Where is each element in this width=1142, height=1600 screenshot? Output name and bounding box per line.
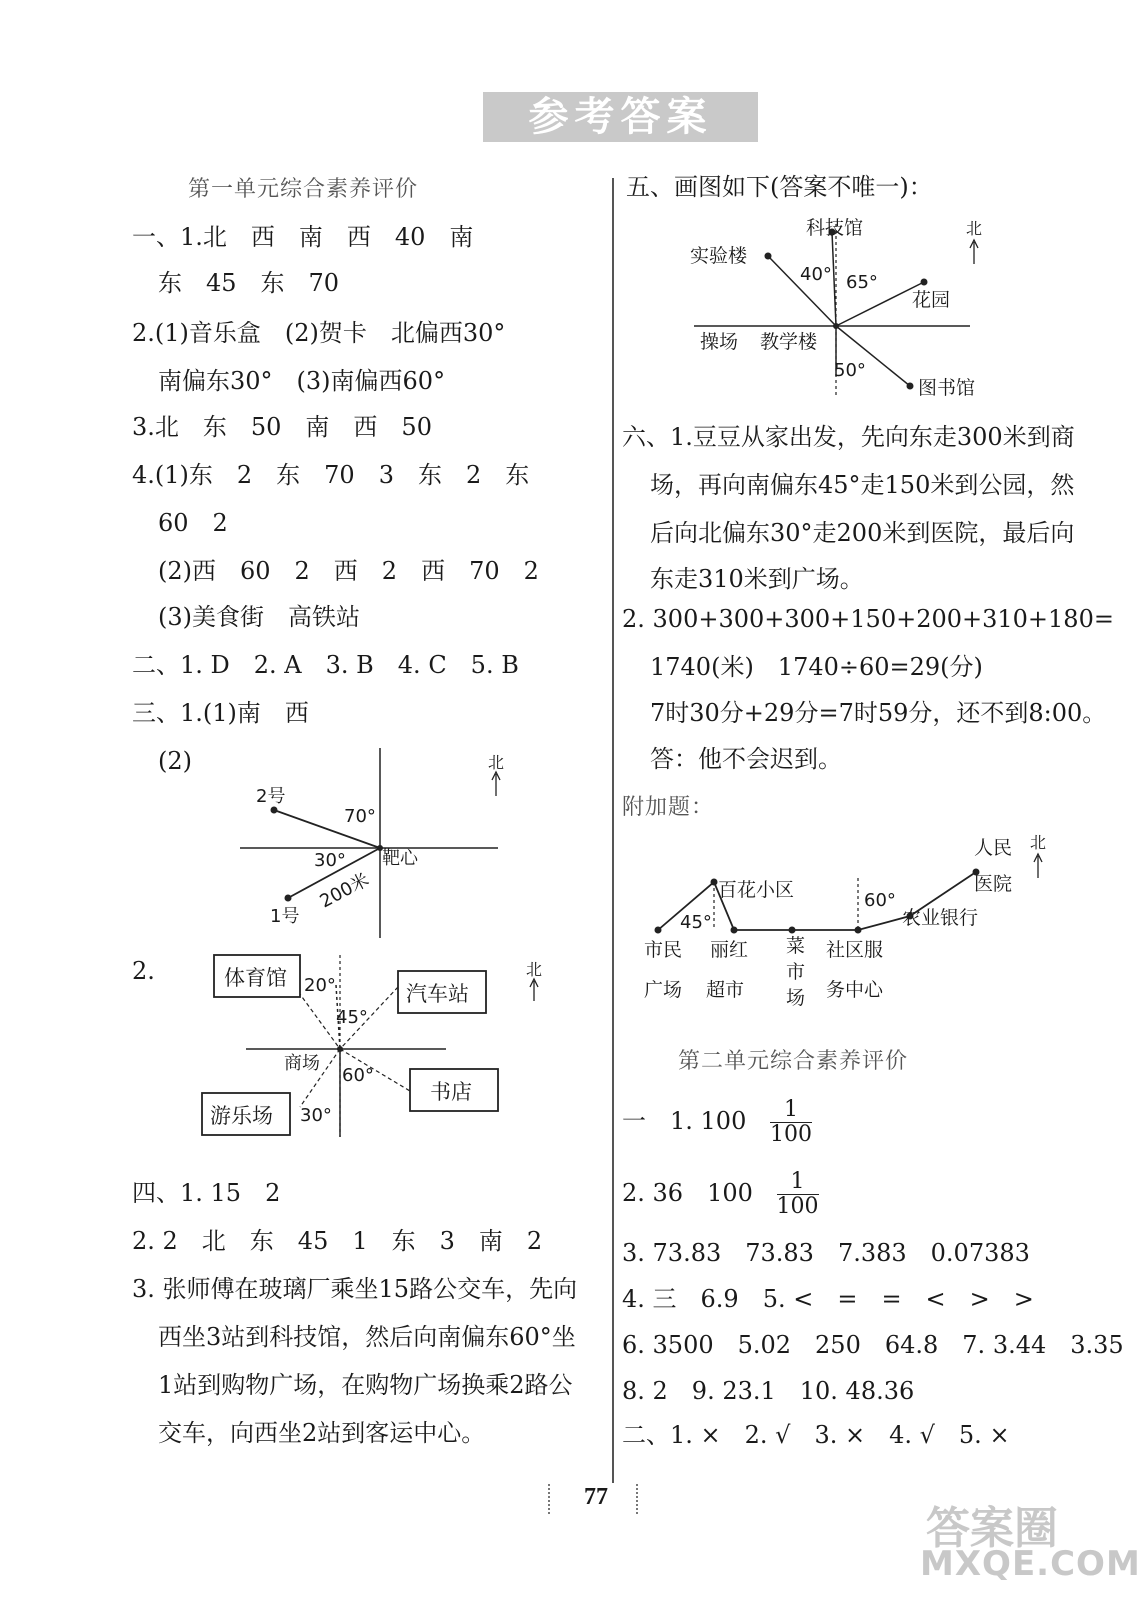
angle-45: 45°: [680, 912, 712, 933]
label-1hao: 1号: [270, 906, 300, 927]
page-number: 77: [584, 1484, 608, 1510]
label-kejiguan: 科技馆: [806, 217, 864, 239]
column-divider: [612, 178, 614, 1483]
label-huayuan: 花园: [912, 289, 951, 311]
label-shiyanlou: 实验楼: [690, 245, 748, 267]
answer-line: 一、1.北 西 南 西 40 南: [132, 223, 474, 251]
angle-60: 60°: [864, 890, 896, 911]
fraction-denominator: 100: [769, 1122, 812, 1147]
target-diagram: [230, 740, 520, 940]
answer-line: 后向北偏东30°走200米到医院，最后向: [650, 519, 1075, 547]
unit2-heading: 第二单元综合素养评价: [678, 1049, 909, 1074]
answer-line: 场，再向南偏东45°走150米到公园，然: [650, 471, 1075, 499]
label-park: 游乐场: [210, 1104, 273, 1128]
answer-line: 四、1. 15 2: [132, 1179, 281, 1207]
answer-line: 西坐3站到科技馆，然后向南偏东60°坐: [158, 1323, 576, 1351]
answer-line: 3. 73.83 73.83 7.383 0.07383: [622, 1239, 1030, 1267]
label-target: 靶心: [382, 848, 418, 869]
angle-70: 70°: [344, 806, 376, 827]
answer-line: 东 45 东 70: [158, 269, 340, 297]
label-guangchang: 广场: [644, 979, 683, 1001]
label-cai: 菜: [786, 935, 806, 957]
answer-line: 7时30分+29分=7时59分，还不到8:00。: [650, 699, 1107, 727]
label-gym: 体育馆: [224, 966, 287, 990]
label-chaoshi: 超市: [706, 979, 745, 1001]
answer-line: 3.北 东 50 南 西 50: [132, 413, 432, 441]
fraction-denominator: 100: [776, 1194, 819, 1219]
answer-text: 2. 36 100: [622, 1179, 753, 1207]
label-yiyuan: 医院: [974, 873, 1013, 895]
north-label: 北: [488, 753, 505, 772]
answer-line: 4.(1)东 2 东 70 3 东 2 东: [132, 461, 530, 489]
label-caochang: 操场: [700, 331, 739, 353]
answer-line: 交车，向西坐2站到客运中心。: [158, 1419, 486, 1447]
answer-line: 4. 三 6.9 5. < = = < > >: [622, 1285, 1034, 1313]
watermark-url: MXQE.COM: [920, 1544, 1141, 1584]
answer-line: 8. 2 9. 23.1 10. 48.36: [622, 1377, 915, 1405]
page-number-ornament: [548, 1484, 560, 1514]
label-mall: 商场: [284, 1053, 320, 1074]
label-shequ2: 务中心: [826, 979, 884, 1001]
answer-line: 1站到购物广场，在购物广场换乘2路公: [158, 1371, 573, 1399]
angle-60: 60°: [342, 1065, 374, 1086]
answer-line: 2.: [132, 957, 155, 985]
angle-65: 65°: [846, 272, 878, 293]
page-title: 参考答案: [483, 92, 758, 142]
label-shequ1: 社区服: [826, 939, 884, 961]
north-label: 北: [1030, 833, 1047, 852]
angle-45: 45°: [336, 1007, 368, 1028]
answer-line: 南偏东30° (3)南偏西60°: [158, 367, 446, 395]
answer-line: 三、1.(1)南 西: [132, 699, 309, 727]
label-bus-station: 汽车站: [406, 982, 469, 1006]
angle-30: 30°: [314, 850, 346, 871]
answer-line: 东走310米到广场。: [650, 565, 864, 593]
watermark-logo: 答案圈: [926, 1503, 1058, 1554]
answer-line: 二、1. × 2. √ 3. × 4. √ 5. ×: [622, 1421, 1010, 1449]
answer-line: 答：他不会迟到。: [650, 745, 842, 773]
answer-line: 3. 张师傅在玻璃厂乘坐15路公交车，先向: [132, 1275, 578, 1303]
angle-20: 20°: [304, 975, 336, 996]
fraction-numerator: 1: [777, 1170, 819, 1195]
mall-diagram: [200, 945, 560, 1145]
label-shimin: 市民: [644, 939, 683, 961]
answer-line: 1740(米) 1740÷60=29(分): [650, 653, 983, 681]
extra-heading: 附加题：: [622, 795, 715, 820]
fraction: [770, 1098, 812, 1147]
label-baihua: 百花小区: [718, 879, 795, 901]
north-label: 北: [526, 960, 543, 979]
unit1-heading: 第一单元综合素养评价: [188, 177, 419, 202]
fraction: [777, 1170, 819, 1219]
answer-line: [622, 1098, 812, 1147]
school-diagram: [690, 210, 990, 410]
answer-line: 2.(1)音乐盒 (2)贺卡 北偏西30°: [132, 319, 506, 347]
label-200m: 200米: [316, 869, 373, 913]
answer-line: (2): [158, 747, 192, 775]
label-2hao: 2号: [256, 786, 286, 807]
route-diagram: [630, 826, 1070, 1011]
north-label: 北: [965, 219, 982, 238]
answer-line: (3)美食街 高铁站: [158, 603, 360, 631]
fraction-numerator: 1: [770, 1098, 812, 1123]
label-jiaoxuelou: 教学楼: [760, 331, 818, 353]
page-number-ornament: [636, 1484, 648, 1514]
angle-40: 40°: [800, 264, 832, 285]
answer-line: 6. 3500 5.02 250 64.8 7. 3.44 3.35: [622, 1331, 1124, 1359]
answer-text: 一 1. 100: [622, 1107, 747, 1135]
answer-line: [622, 1170, 819, 1219]
label-nongye: 农业银行: [902, 907, 979, 929]
answer-line: 六、1.豆豆从家出发，先向东走300米到商: [622, 423, 1075, 451]
angle-50: 50°: [834, 360, 866, 381]
angle-30: 30°: [300, 1105, 332, 1126]
answer-line: 60 2: [158, 509, 228, 537]
answer-line: (2)西 60 2 西 2 西 70 2: [158, 557, 539, 585]
label-chang: 场: [786, 987, 806, 1009]
answer-line: 二、1. D 2. A 3. B 4. C 5. B: [132, 651, 519, 679]
answer-line: 2. 2 北 东 45 1 东 3 南 2: [132, 1227, 543, 1255]
label-lihong: 丽红: [710, 939, 749, 961]
label-renmin: 人民: [974, 837, 1013, 859]
label-tushuguan: 图书馆: [918, 377, 976, 399]
q5-heading: 五、画图如下(答案不唯一)：: [626, 173, 933, 201]
label-shi: 市: [786, 961, 806, 983]
label-bookstore: 书店: [430, 1080, 472, 1104]
answer-line: 2. 300+300+300+150+200+310+180=: [622, 605, 1114, 633]
